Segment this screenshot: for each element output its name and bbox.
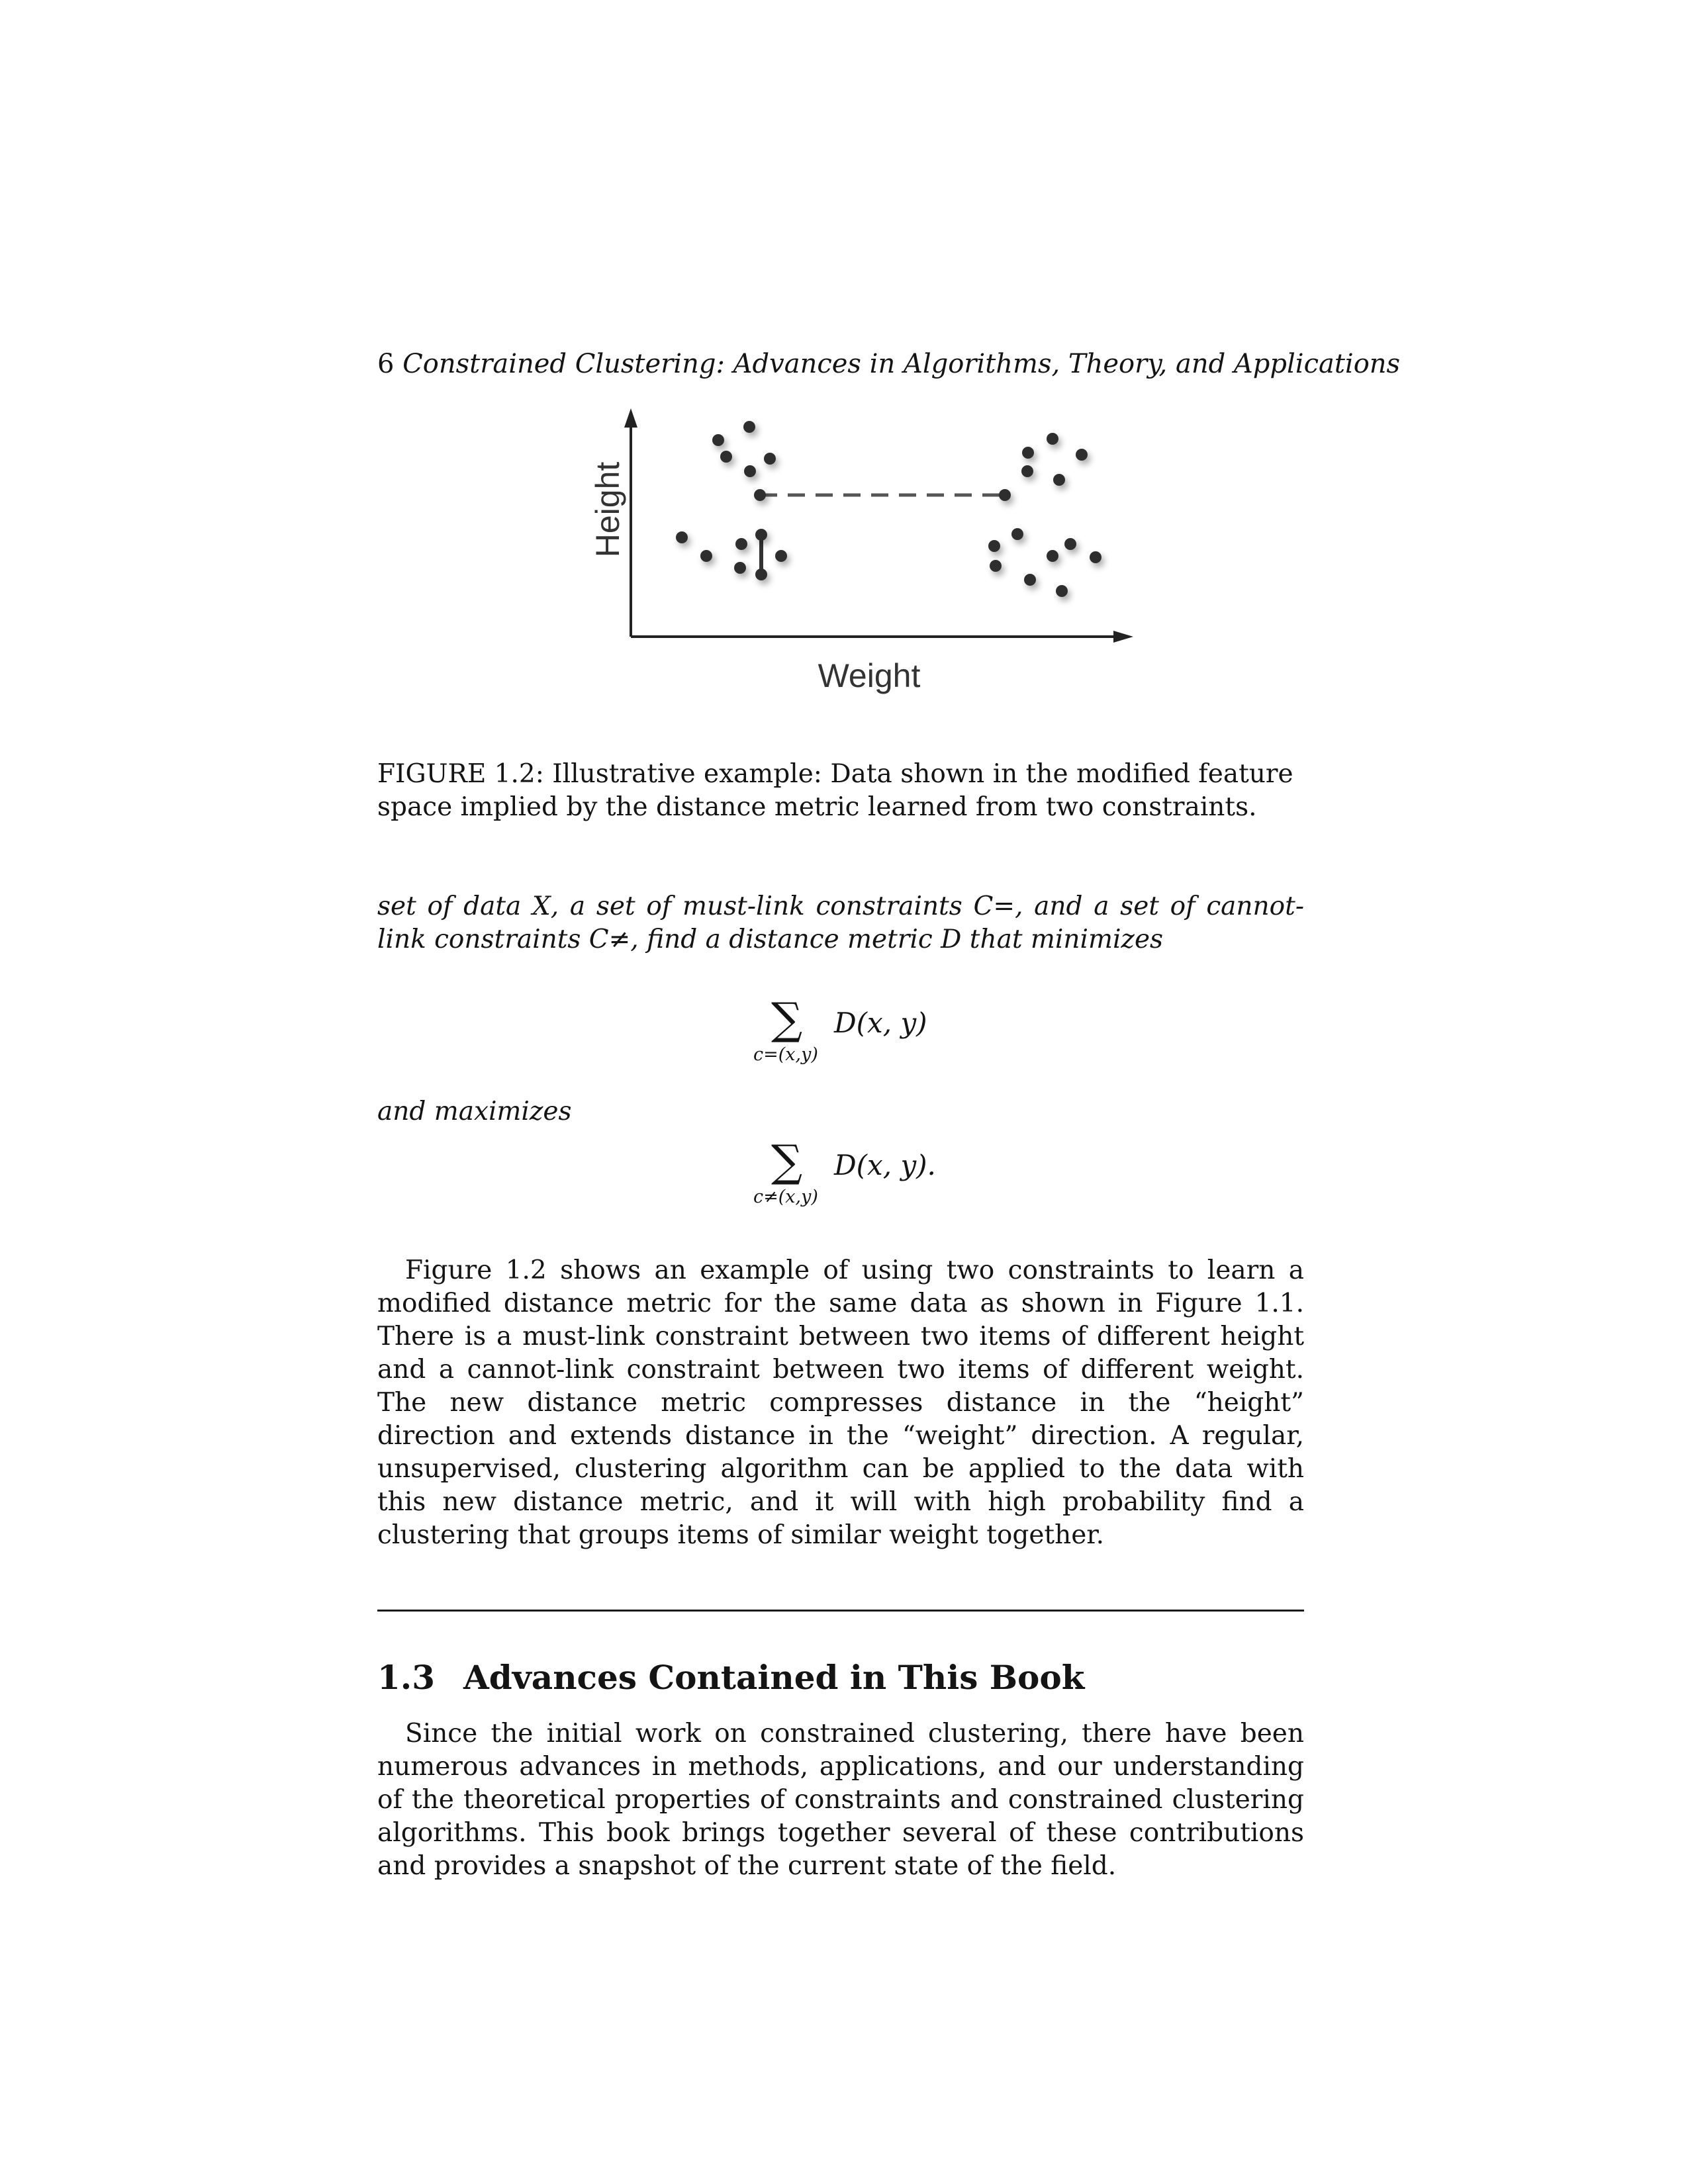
data-point [754,489,766,501]
running-header [377,344,1401,384]
data-point [990,560,1002,572]
data-point [700,550,712,562]
data-point [735,538,747,550]
page-number: 6 [377,349,395,379]
equation-maximize [735,1135,1000,1228]
equation-minimize [735,993,1000,1085]
data-point [1047,433,1058,445]
section-number: 1.3 [377,1658,435,1697]
data-point [1047,550,1058,562]
x-axis-arrowhead [1113,631,1133,643]
and-maximizes-text: and maximizes [377,1097,572,1126]
y-axis-arrowhead [624,408,637,428]
y-axis-label: Height [589,461,626,558]
data-point [999,489,1011,501]
data-point [744,465,756,477]
data-point [676,531,688,543]
data-point [712,434,724,446]
data-point [1053,474,1065,486]
data-point [988,540,1000,552]
summation-term: D(x, y) [834,1007,927,1039]
data-point [1011,528,1023,540]
data-point [755,529,767,541]
data-point [1021,465,1033,477]
section-heading [377,1655,1304,1701]
data-point [764,453,776,465]
figure-caption: FIGURE 1.2: Illustrative example: Data shown in the modified feature space implied by the distance metric learned from two constraints. [377,759,1293,822]
data-point [1090,551,1102,563]
data-point [1024,574,1036,586]
summation-symbol: ∑ [771,993,803,1044]
section-paragraph: Since the initial work on constrained clustering, there have been numerous advances in methods, applications, and our understanding of the theoretical properties of constraints and constrained clustering algorithms. This book brings together several of these contributions and provides a snapshot of the current state of the field. [377,1719,1304,1881]
data-point [734,562,746,574]
section-title: Advances Contained in This Book [463,1658,1085,1697]
data-point [743,421,755,433]
x-axis-label: Weight [818,657,921,694]
data-point [1022,447,1034,459]
summation-symbol: ∑ [771,1136,803,1187]
running-title: Constrained Clustering: Advances in Algorithms, Theory, and Applications [402,349,1401,379]
data-point [720,451,732,463]
section-divider [377,1610,1304,1612]
figure-scatter-plot [576,400,1145,711]
summation-subscript: c≠(x,y) [753,1187,818,1207]
summation-subscript: c=(x,y) [753,1044,818,1065]
data-point [1064,538,1076,550]
body-paragraph: Figure 1.2 shows an example of using two constraints to learn a modified distance metric for the same data as shown in Figure 1.1. There is a must-link constraint between two items of different height and a cannot-link constraint between two items of different weight. The new distance metric compresses distance in the “height” direction and extends distance in the “weight” direction. A regular, unsupervised, clustering algorithm can be applied to the data with this new distance metric, and it will with high probability find a clustering that groups items of similar weight together. [377,1255,1304,1550]
data-point [1056,585,1068,597]
data-point [775,550,787,562]
problem-statement: set of data X, a set of must-link constraints C=, and a set of cannot-link constraints C≠, find a distance metric D that minimizes [377,891,1304,954]
data-point [755,569,767,580]
summation-term: D(x, y). [834,1149,936,1181]
data-point [1076,449,1088,461]
